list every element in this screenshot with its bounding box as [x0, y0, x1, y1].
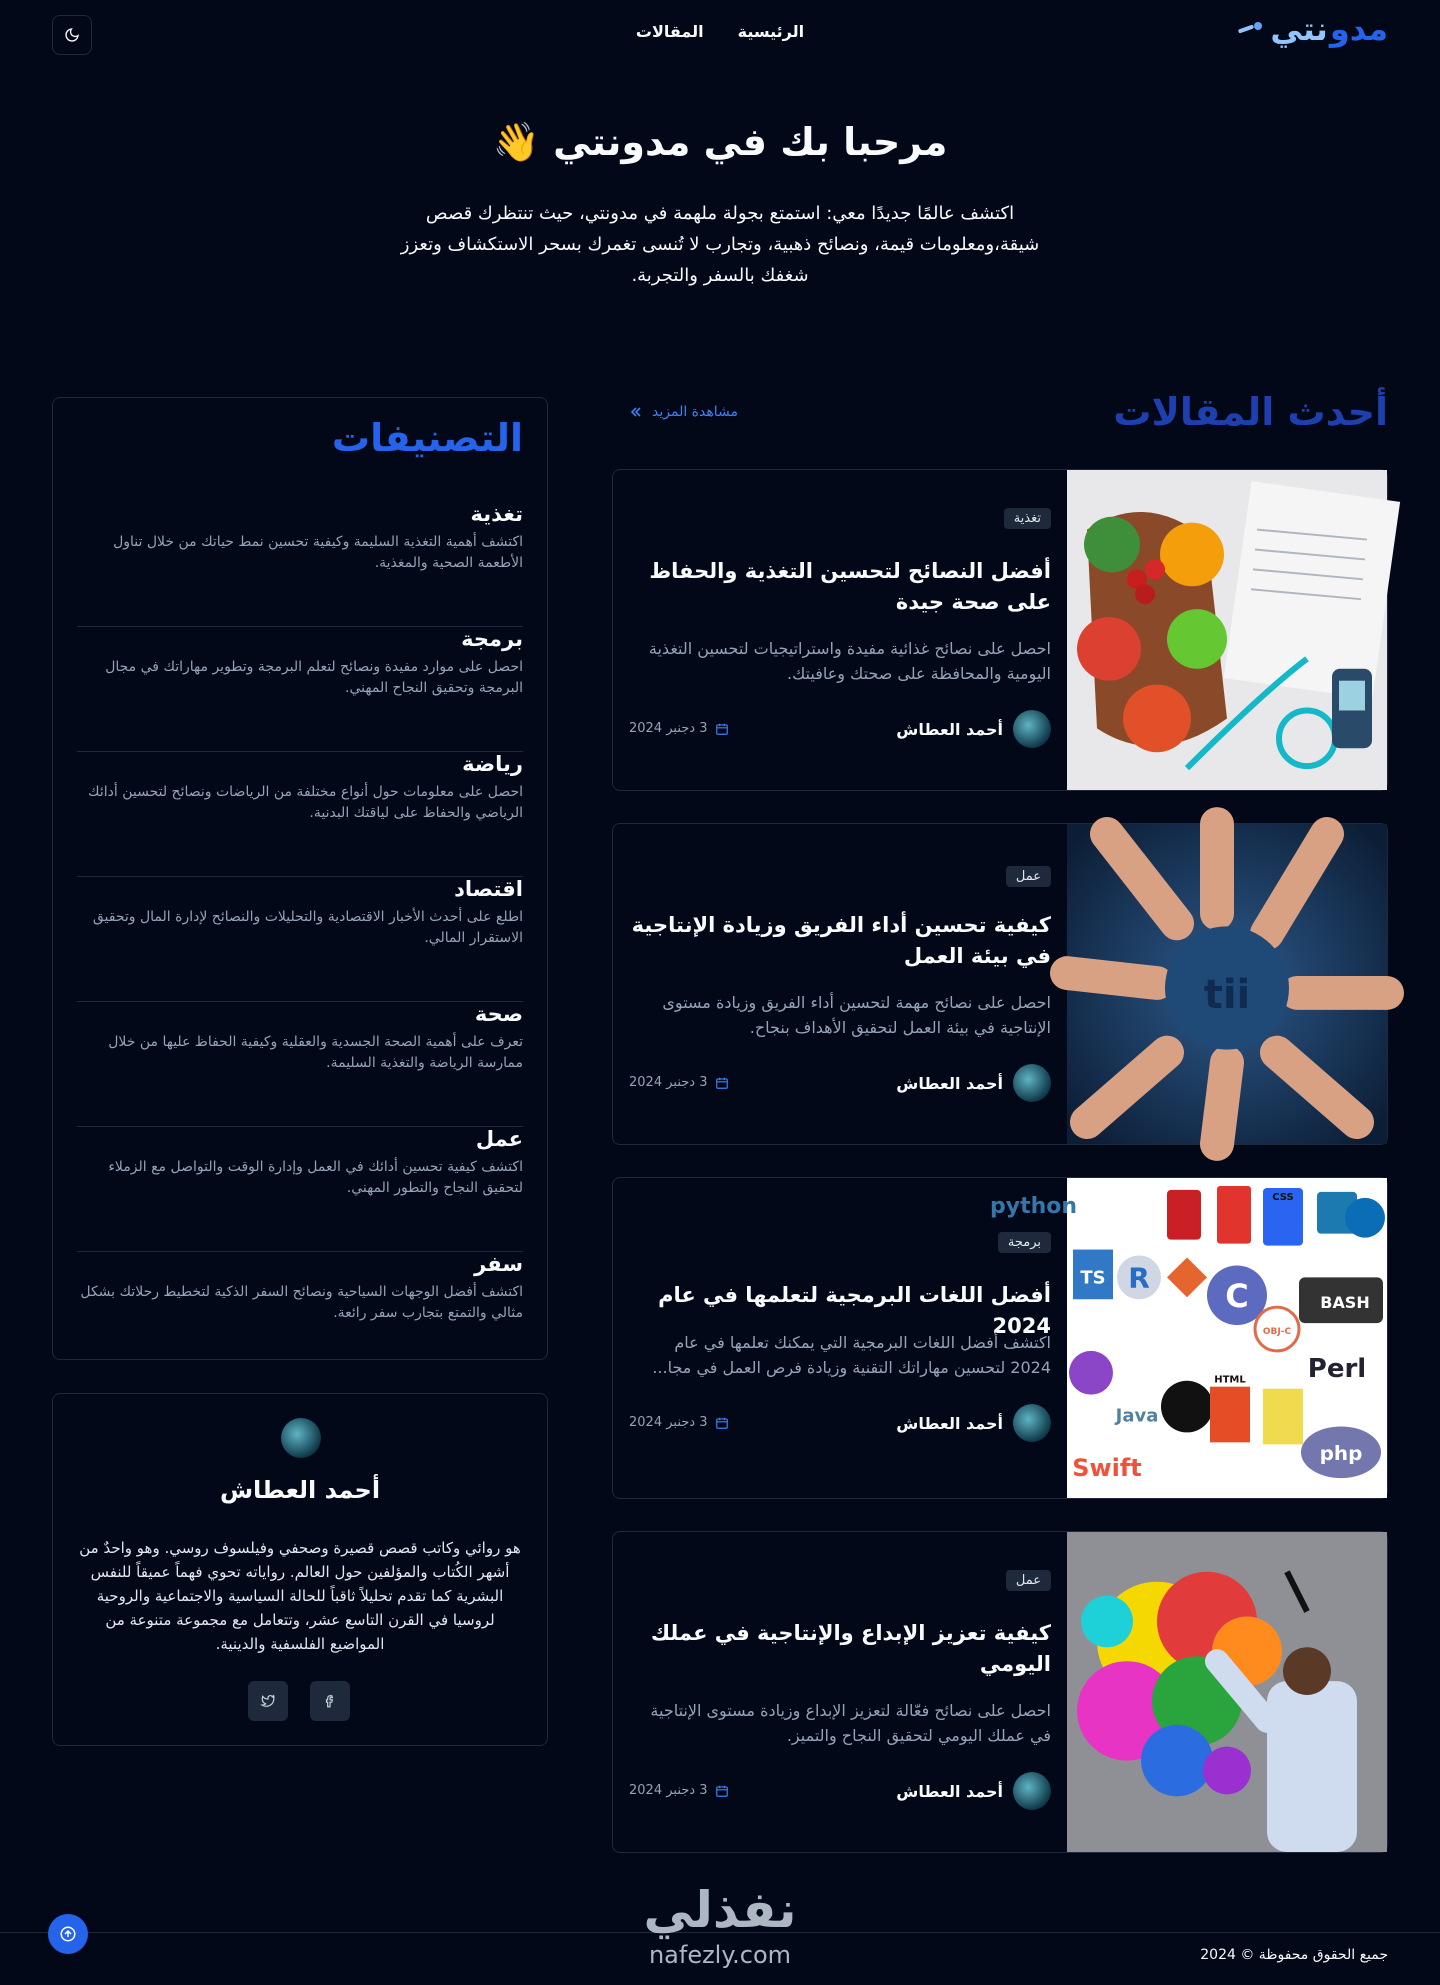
main-nav — [0, 22, 1440, 41]
article-card[interactable] — [612, 1177, 1388, 1499]
svg-text:tii: tii — [1203, 971, 1251, 1018]
perl-logo-text: Perl — [1307, 1353, 1367, 1384]
nav-articles[interactable]: المقالات — [635, 22, 704, 41]
category-description: اطلع على أحدث الأخبار الاقتصادية والتحليلات والنصائح لإدارة المال وتحقيق الاستقرار المالي. — [92, 909, 523, 946]
article-meta — [629, 1772, 1051, 1812]
site-header — [0, 0, 1440, 72]
author-card-name: أحمد العطاش — [219, 1476, 381, 1504]
watermark-arabic: نفذلي — [643, 1881, 797, 1939]
objc-logo-text: OBJ-C — [1262, 1327, 1292, 1338]
category-badge[interactable]: عمل — [1006, 1570, 1051, 1591]
article-meta — [629, 1404, 1051, 1444]
php-logo-text: php — [1319, 1442, 1363, 1466]
category-description: اكتشف أفضل الوجهات السياحية ونصائح السفر الذكية لتخطيط رحلاتك بشكل مثالي والتمتع بتجارب سفر رائعة. — [80, 1284, 523, 1321]
category-name[interactable]: رياضة — [462, 752, 523, 776]
see-more-link[interactable] — [630, 404, 738, 420]
category-name[interactable]: اقتصاد — [454, 877, 523, 901]
hero-title: مرحبا بك في مدونتي 👋 — [492, 120, 948, 164]
article-description: احصل على نصائح فعّالة لتعزيز الإبداع وزيادة مستوى الإنتاجية في عملك اليومي لتحقيق النجاح والتميز. — [650, 1701, 1051, 1745]
category-item[interactable] — [77, 1002, 523, 1127]
author-name[interactable]: أحمد العطاش — [896, 1782, 1003, 1801]
author-card — [52, 1393, 548, 1746]
category-name[interactable]: سفر — [474, 1252, 523, 1276]
avatar[interactable] — [1013, 1404, 1051, 1442]
author-bio: هو روائي وكاتب قصص قصيرة وصحفي وفيلسوف روسي. وهو واحدٌ من أشهر الكُتاب والمؤلفين حول العالم. رواياته تحوي فهماً عميقاً للنفس البشرية كما تقدم تحليلاً ثاقباً للحالة السياسية والاجتماعية والروحية لروسيا في القرن التاسع عشر، وتتعامل مع مجموعة متنوعة من المواضيع الفلسفية والدينية. — [79, 1539, 521, 1653]
python-logo-text: python — [989, 1193, 1077, 1219]
calendar-icon — [715, 1784, 729, 1798]
facebook-button[interactable] — [310, 1681, 350, 1721]
categories-panel — [52, 397, 548, 1360]
category-name[interactable]: عمل — [475, 1127, 523, 1151]
twitter-button[interactable] — [248, 1681, 288, 1721]
article-date-text: 3 دجنبر 2024 — [629, 721, 708, 736]
theme-toggle-button[interactable] — [52, 15, 92, 55]
category-description: اكتشف كيفية تحسين أدائك في العمل وإدارة الوقت والتواصل مع الزملاء لتحقيق النجاح والتطور المهني. — [108, 1159, 523, 1196]
article-date — [629, 1075, 729, 1090]
swift-logo-text: Swift — [1072, 1454, 1142, 1483]
calendar-icon — [715, 1076, 729, 1090]
moon-icon — [64, 27, 80, 43]
r-logo-text: R — [1128, 1261, 1150, 1295]
category-description: احصل على معلومات حول أنواع مختلفة من الرياضات ونصائح لتحسين أدائك الرياضي والحفاظ على لياقتك البدنية. — [88, 784, 523, 821]
category-item[interactable] — [77, 627, 523, 752]
article-description: اكتشف أفضل اللغات البرمجية التي يمكنك تعلمها في عام 2024 لتحسين مهاراتك التقنية وزيادة فرص العمل في مجا... — [652, 1333, 1051, 1377]
html-logo-text: HTML — [1214, 1374, 1246, 1386]
article-title[interactable]: كيفية تحسين أداء الفريق وزيادة الإنتاجية في بيئة العمل — [631, 913, 1051, 968]
java-logo-text: Java — [1115, 1405, 1159, 1427]
category-item[interactable] — [77, 877, 523, 1002]
category-name[interactable]: صحة — [474, 1002, 523, 1026]
article-body — [629, 470, 1051, 790]
article-card[interactable] — [612, 469, 1388, 791]
article-date — [629, 721, 729, 736]
logo-text-part2: نتي — [1270, 10, 1328, 48]
author-name[interactable]: أحمد العطاش — [896, 720, 1003, 739]
article-title[interactable]: كيفية تعزيز الإبداع والإنتاجية في عملك اليومي — [650, 1621, 1051, 1676]
article-title[interactable]: أفضل النصائح لتحسين التغذية والحفاظ على صحة جيدة — [649, 559, 1051, 614]
article-card[interactable] — [612, 1531, 1388, 1853]
facebook-icon — [323, 1694, 337, 1708]
team-hands-image[interactable] — [1067, 824, 1387, 1144]
hero-text: اكتشف عالمًا جديدًا معي: استمتع بجولة ملهمة في مدونتي، حيث تنتظرك قصص شيقة،ومعلومات قيمة، ونصائح ذهبية، وتجارب لا تُنسى تغمرك بسحر الاستكشاف وتعزز شغفك بالسفر والتجربة. — [400, 203, 1040, 286]
calendar-icon — [715, 1416, 729, 1430]
article-date-text: 3 دجنبر 2024 — [629, 1075, 708, 1090]
twitter-icon — [261, 1694, 275, 1708]
avatar[interactable] — [1013, 1772, 1051, 1810]
category-name[interactable]: تغذية — [470, 502, 523, 526]
logo-text-part1: مدو — [1329, 10, 1388, 48]
ts-logo-text: TS — [1080, 1267, 1106, 1289]
bash-logo-text: BASH — [1320, 1293, 1370, 1313]
article-date — [629, 1783, 729, 1798]
latest-articles-title: أحدث المقالات — [1113, 390, 1388, 434]
article-description: احصل على نصائح مهمة لتحسين أداء الفريق وزيادة مستوى الإنتاجية في بيئة العمل لتحقيق الأهداف بنجاح. — [662, 993, 1051, 1037]
category-item[interactable] — [77, 752, 523, 877]
scroll-to-top-button[interactable] — [48, 1914, 88, 1954]
article-body — [629, 1178, 1051, 1498]
avatar[interactable] — [1013, 1064, 1051, 1102]
see-more-label: مشاهدة المزيد — [652, 404, 738, 420]
avatar — [281, 1418, 321, 1458]
author-name[interactable]: أحمد العطاش — [896, 1414, 1003, 1433]
article-description: احصل على نصائح غذائية مفيدة واستراتيجيات لتحسين التغذية اليومية والمحافظة على صحتك وعافيتك. — [648, 639, 1051, 683]
article-body — [629, 1532, 1051, 1852]
article-title[interactable]: أفضل اللغات البرمجية لتعلمها في عام 2024 — [658, 1283, 1051, 1338]
category-badge[interactable]: برمجة — [998, 1232, 1051, 1253]
author-name[interactable]: أحمد العطاش — [896, 1074, 1003, 1093]
category-name[interactable]: برمجة — [461, 627, 523, 651]
category-description: تعرف على أهمية الصحة الجسدية والعقلية وكيفية الحفاظ عليها من خلال ممارسة الرياضة والتغذية السليمة. — [108, 1034, 523, 1071]
watermark-latin: nafezly.com — [648, 1941, 792, 1969]
fruits-stethoscope-image[interactable] — [1067, 470, 1387, 790]
c-logo-text: C — [1225, 1277, 1249, 1316]
article-meta — [629, 710, 1051, 750]
article-date-text: 3 دجنبر 2024 — [629, 1783, 708, 1798]
categories-title: التصنيفات — [331, 416, 523, 460]
calendar-icon — [715, 722, 729, 736]
article-card[interactable] — [612, 823, 1388, 1145]
avatar[interactable] — [1013, 710, 1051, 748]
nav-home[interactable]: الرئيسية — [737, 22, 805, 41]
category-badge[interactable]: تغذية — [1004, 508, 1051, 529]
nafezly-watermark — [630, 1880, 810, 1985]
category-description: احصل على موارد مفيدة ونصائح لتعلم البرمجة وتطوير مهاراتك في مجال البرمجة وتحقيق النجاح المهني. — [105, 659, 523, 696]
double-chevron-left-icon — [630, 406, 642, 418]
article-meta — [629, 1064, 1051, 1104]
category-item[interactable] — [77, 1252, 523, 1377]
creative-paint-image[interactable] — [1067, 1532, 1387, 1852]
category-item[interactable] — [77, 502, 523, 627]
article-date — [629, 1415, 729, 1430]
arrow-up-circle-icon — [59, 1925, 77, 1943]
category-badge[interactable]: عمل — [1006, 866, 1051, 887]
article-date-text: 3 دجنبر 2024 — [629, 1415, 708, 1430]
copyright-text: جميع الحقوق محفوظة © 2024 — [1200, 1947, 1388, 1963]
css-logo-text: CSS — [1272, 1191, 1294, 1203]
category-description: اكتشف أهمية التغذية السليمة وكيفية تحسين نمط حياتك من خلال تناول الأطعمة الصحية والمغذية. — [113, 534, 523, 571]
category-item[interactable] — [77, 1127, 523, 1252]
article-body — [629, 824, 1051, 1144]
